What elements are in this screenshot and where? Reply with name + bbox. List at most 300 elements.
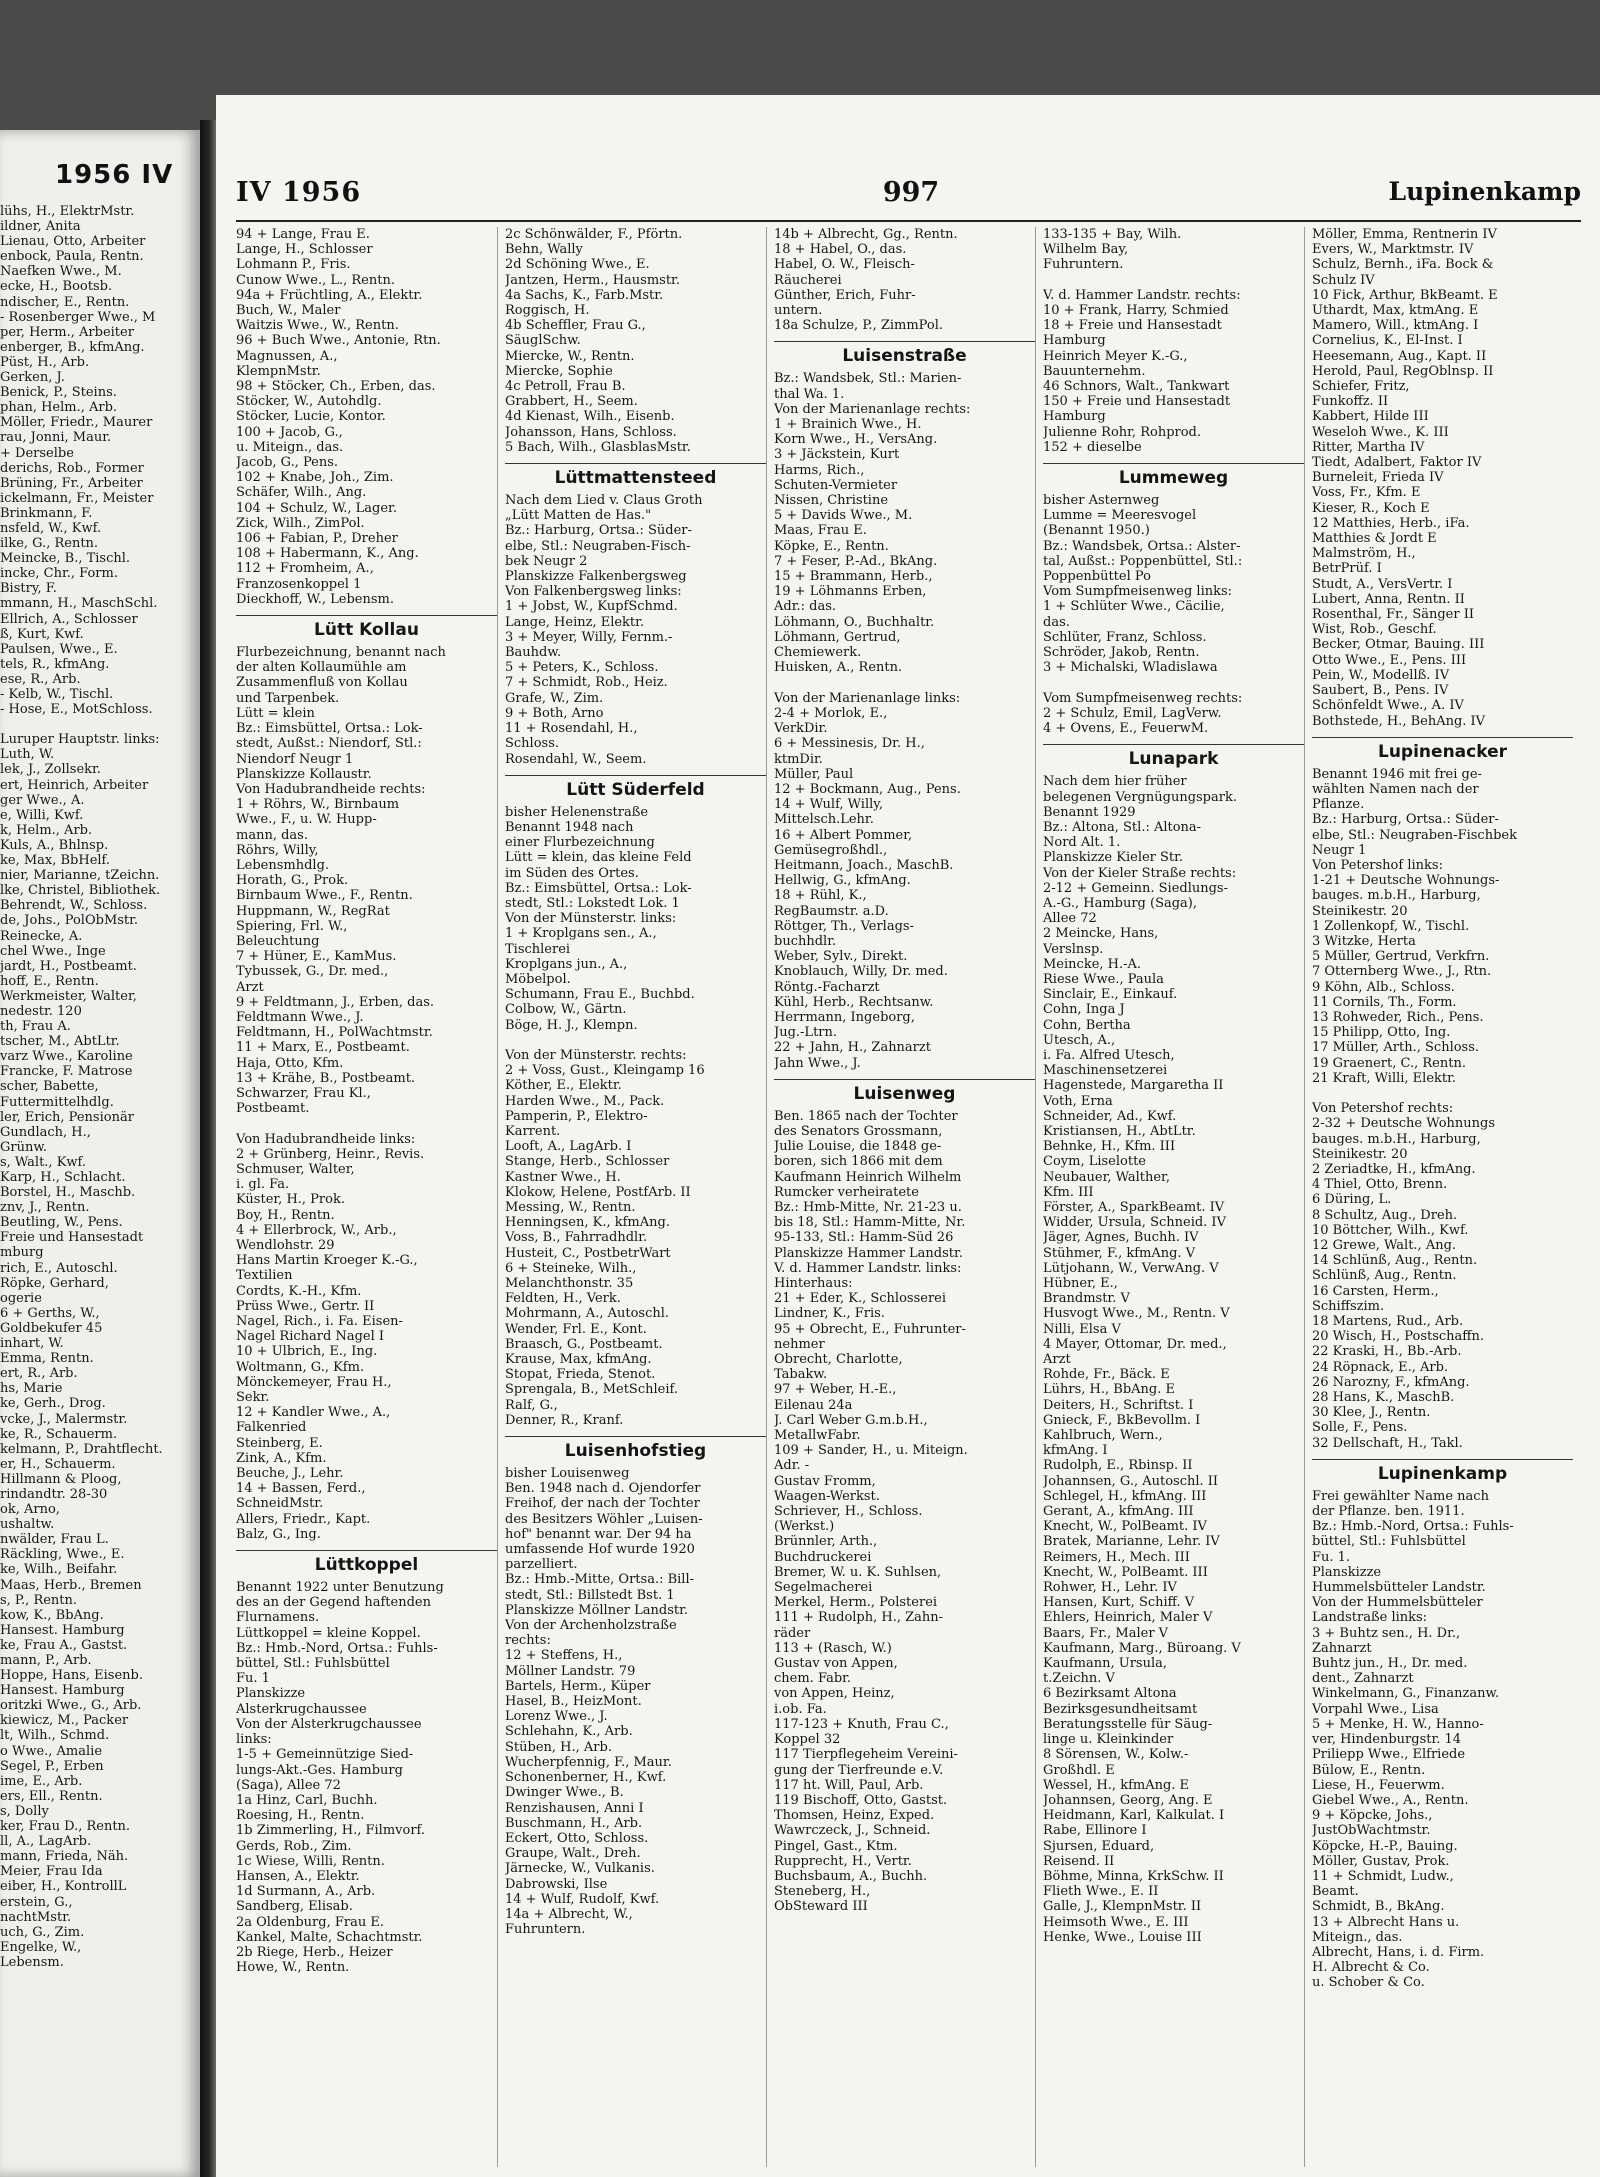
directory-entry: Benannt 1946 mit frei ge- <box>1312 766 1482 782</box>
directory-entry: Mönckemeyer, Frau H., <box>236 1374 392 1390</box>
directory-entry: A.-G., Hamburg (Saga), <box>1043 895 1198 911</box>
directory-entry: ver, Hindenburgstr. 14 <box>1312 1732 1462 1748</box>
directory-entry: Weber, Sylv., Direkt. <box>774 949 908 965</box>
directory-entry: Kahlbruch, Wern., <box>1043 1428 1163 1444</box>
directory-entry: Zick, Wilh., ZimPol. <box>236 515 365 531</box>
left-page-entry: phan, Helm., Arb. <box>0 400 118 416</box>
directory-entry: 152 + dieselbe <box>1043 439 1142 455</box>
left-page-entry: o Wwe., Amalie <box>0 1743 103 1759</box>
directory-entry: 11 Cornils, Th., Form. <box>1312 994 1457 1010</box>
directory-entry: Alsterkrugchaussee <box>236 1701 367 1717</box>
directory-entry: Benannt 1948 nach <box>505 819 634 835</box>
left-page-entry: ime, E., Arb. <box>0 1773 83 1789</box>
left-page-entry: Luruper Hauptstr. links: <box>0 732 160 748</box>
left-page-entry: ecke, H., Bootsb. <box>0 279 113 295</box>
directory-entry: Widder, Ursula, Schneid. IV <box>1043 1215 1226 1231</box>
directory-entry: Voth, Erna <box>1043 1093 1113 1109</box>
left-page-entry <box>0 717 190 732</box>
directory-entry: Adr.: das. <box>774 599 837 615</box>
directory-entry: Horath, G., Prok. <box>236 873 349 889</box>
directory-entry: Merkel, Herm., Polsterei <box>774 1595 938 1611</box>
directory-entry: Arzt <box>236 979 264 995</box>
right-page <box>216 95 1600 2177</box>
directory-entry: bisher Helenenstraße <box>505 804 649 820</box>
directory-entry: der alten Kollaumühle am <box>236 660 407 676</box>
directory-entry: Nach dem Lied v. Claus Groth <box>505 493 703 509</box>
directory-entry: Ritter, Martha IV <box>1312 439 1425 455</box>
left-page-entry: - Rosenberger Wwe., M <box>0 309 156 325</box>
directory-entry: Howe, W., Rentn. <box>236 1960 350 1976</box>
directory-entry: Hansen, Kurt, Schiff. V <box>1043 1595 1195 1611</box>
page-header <box>236 177 1581 217</box>
directory-entry: Tabakw. <box>774 1367 828 1383</box>
directory-entry: Möllner Landstr. 79 <box>505 1663 636 1679</box>
directory-entry: Habel, O. W., Fleisch- <box>774 257 915 273</box>
directory-entry: Rohwer, H., Lehr. IV <box>1043 1580 1177 1596</box>
directory-entry: Reimers, H., Mech. III <box>1043 1549 1190 1565</box>
directory-entry: Rosenthal, Fr., Sänger II <box>1312 607 1474 623</box>
directory-entry: 1 + Kroplgans sen., A., <box>505 926 657 942</box>
left-page-entry: inhart, W. <box>0 1336 64 1352</box>
left-page-entry: Emma, Rentn. <box>0 1351 94 1367</box>
directory-entry: 14 + Wulf, Rudolf, Kwf. <box>505 1891 660 1907</box>
left-page-entry: Gundlach, H., <box>0 1124 91 1140</box>
directory-entry: Bz.: Hmb.-Nord, Ortsa.: Fuhls- <box>1312 1519 1514 1535</box>
directory-entry: Gemüsegroßhdl., <box>774 842 888 858</box>
directory-entry: wählten Namen nach der <box>1312 781 1479 797</box>
directory-entry: SäuglSchw. <box>505 333 581 349</box>
left-page <box>0 130 200 2177</box>
directory-entry: 5 Bach, Wilh., GlasblasMstr. <box>505 439 691 455</box>
directory-entry: Von der Archenholzstraße <box>505 1618 677 1634</box>
directory-entry: Lubert, Anna, Rentn. II <box>1312 591 1465 607</box>
directory-entry: Harms, Rich., <box>774 462 865 478</box>
directory-entry: Von der Münsterstr. rechts: <box>505 1047 687 1063</box>
directory-entry: Stöcker, Lucie, Kontor. <box>236 409 386 425</box>
directory-entry: 12 Grewe, Walt., Ang. <box>1312 1238 1457 1253</box>
directory-entry: 10 Fick, Arthur, BkBeamt. E <box>1312 287 1498 303</box>
directory-entry: Jacob, G., Pens. <box>236 455 339 471</box>
directory-entry: 150 + Freie und Hansestadt <box>1043 394 1231 410</box>
directory-entry: Studt, A., VersVertr. I <box>1312 576 1453 592</box>
directory-entry: Wender, Frl. E., Kont. <box>505 1321 647 1337</box>
left-page-entry: Hillmann & Ploog, <box>0 1471 122 1487</box>
directory-entry <box>1043 273 1304 288</box>
left-page-entry: Ellrich, A., Schlosser <box>0 611 138 627</box>
directory-entry: Brünnler, Arth., <box>774 1534 878 1550</box>
directory-entry: 1 Zollenkopf, W., Tischl. <box>1312 918 1470 934</box>
directory-entry: 24 Röpnack, E., Arb. <box>1312 1359 1449 1375</box>
directory-entry: Gerant, A., kfmAng. III <box>1043 1504 1194 1520</box>
directory-entry: 3 + Michalski, Wladislawa <box>1043 660 1218 676</box>
directory-entry: Beuche, J., Lehr. <box>236 1466 344 1482</box>
directory-entry: Pingel, Gast., Ktm. <box>774 1838 898 1854</box>
directory-entry: Mamero, Will., ktmAng. I <box>1312 318 1479 334</box>
directory-entry: Wilhelm Bay, <box>1043 242 1129 258</box>
left-page-entry: ilke, G., Rentn. <box>0 536 99 552</box>
directory-entry: Kfm. III <box>1043 1184 1094 1200</box>
directory-entry: Ben. 1865 nach der Tochter <box>774 1108 958 1124</box>
directory-entry: 4a Sachs, K., Farb.Mstr. <box>505 287 664 303</box>
directory-entry: rechts: <box>505 1633 551 1649</box>
directory-entry: JustObWachtmstr. <box>1312 1823 1431 1839</box>
left-page-entry: nier, Marianne, tZeichn. <box>0 868 160 884</box>
directory-entry: Kankel, Malte, Schachtmstr. <box>236 1929 423 1945</box>
directory-entry: Tybussek, G., Dr. med., <box>236 964 389 980</box>
directory-entry: Von Petershof links: <box>1312 857 1443 873</box>
directory-entry: 5 + Davids Wwe., M. <box>774 508 913 524</box>
directory-entry: Hansen, A., Elektr. <box>236 1868 360 1884</box>
directory-entry: Mittelsch.Lehr. <box>774 812 874 828</box>
directory-entry: 94 + Lange, Frau E. <box>236 227 370 242</box>
left-page-entry: rau, Jonni, Maur. <box>0 430 112 446</box>
directory-entry: 1d Surmann, A., Arb. <box>236 1884 376 1900</box>
directory-entry: Möbelpol. <box>505 971 571 987</box>
directory-entry: t.Zeichn. V <box>1043 1671 1115 1687</box>
directory-entry: Lütt = klein, das kleine Feld <box>505 850 692 866</box>
column-2 <box>505 227 767 2167</box>
directory-entry: Kastner Wwe., H. <box>505 1169 621 1185</box>
directory-entry: Allee 72 <box>1043 911 1097 927</box>
directory-entry: Messing, W., Rentn. <box>505 1199 636 1215</box>
directory-entry: 28 Hans, K., MaschB. <box>1312 1390 1455 1406</box>
directory-entry: Nilli, Elsa V <box>1043 1321 1121 1337</box>
directory-entry: 4 Mayer, Ottomar, Dr. med., <box>1043 1336 1227 1352</box>
directory-entry: Löhmann, O., Buchhaltr. <box>774 614 935 630</box>
left-page-entry: eiber, H., KontrollL <box>0 1879 127 1895</box>
directory-entry: Bz.: Hmb.-Mitte, Ortsa.: Bill- <box>505 1572 695 1588</box>
directory-entry: Buchsbaum, A., Buchh. <box>774 1868 928 1884</box>
directory-entry: 7 + Feser, P.-Ad., BkAng. <box>774 553 938 569</box>
directory-entry: Galle, J., KlempnMstr. II <box>1043 1899 1202 1915</box>
directory-entry: stedt, Außst.: Niendorf, Stl.: <box>236 736 422 752</box>
left-page-entry: Hoppe, Hans, Eisenb. <box>0 1668 143 1684</box>
directory-entry: Liese, H., Feuerwm. <box>1312 1777 1445 1793</box>
directory-entry: 18 + Rühl, K., <box>774 888 867 904</box>
left-page-entry: Francke, F. Matrose <box>0 1064 133 1080</box>
directory-entry: KlempnMstr. <box>236 363 321 379</box>
left-page-entry: ogerie <box>0 1290 42 1306</box>
left-page-entry: lt, Wilh., Schmd. <box>0 1728 110 1744</box>
directory-entry: 15 Philipp, Otto, Ing. <box>1312 1025 1451 1041</box>
directory-entry: 9 + Both, Arno <box>505 705 604 721</box>
directory-entry: 2a Oldenburg, Frau E. <box>236 1914 384 1930</box>
directory-entry: Funkoffz. II <box>1312 394 1389 410</box>
left-page-entry: enbock, Paula, Rentn. <box>0 249 144 265</box>
column-1 <box>236 227 498 2167</box>
directory-entry: Colbow, W., Gärtn. <box>505 1002 627 1018</box>
directory-entry: Knoblauch, Willy, Dr. med. <box>774 964 948 980</box>
directory-entry: Miercke, W., Rentn. <box>505 348 635 364</box>
directory-entry: Giebel Wwe., A., Rentn. <box>1312 1792 1469 1808</box>
left-page-entry: nwälder, Frau L. <box>0 1532 109 1548</box>
directory-entry: Schuten-Vermieter <box>774 477 898 493</box>
directory-entry: Ehlers, Heinrich, Maler V <box>1043 1610 1213 1626</box>
directory-entry: 12 + Bockmann, Aug., Pens. <box>774 781 961 797</box>
directory-entry: hof" benannt war. Der 94 ha <box>505 1526 692 1542</box>
directory-entry: Köpke, E., Rentn. <box>774 538 889 554</box>
directory-entry: Planskizze <box>1312 1564 1382 1580</box>
directory-entry: 14 + Wulf, Willy, <box>774 797 884 813</box>
directory-entry: Zink, A., Kfm. <box>236 1450 327 1466</box>
directory-entry: Becker, Otmar, Bauing. III <box>1312 637 1485 653</box>
directory-entry: Feldtmann Wwe., J. <box>236 1009 364 1025</box>
directory-entry: Melanchthonstr. 35 <box>505 1276 634 1291</box>
directory-entry: 4 + Ellerbrock, W., Arb., <box>236 1222 397 1238</box>
column-5 <box>1312 227 1573 2167</box>
directory-entry: Schulz IV <box>1312 272 1375 288</box>
left-page-entry: scher, Babette, <box>0 1079 99 1095</box>
directory-entry: 2 Meincke, Hans, <box>1043 926 1159 942</box>
street-heading: Lütt Süderfeld <box>505 775 766 801</box>
directory-entry: Miercke, Sophie <box>505 363 613 379</box>
directory-entry: V. d. Hammer Landstr. links: <box>774 1260 962 1276</box>
running-head: Lupinenkamp <box>1388 177 1581 206</box>
directory-entry: Wessel, H., kfmAng. E <box>1043 1777 1190 1793</box>
directory-entry: Löhmann, Gertrud, <box>774 629 901 645</box>
left-page-entry: Luth, W. <box>0 747 55 763</box>
left-page-entry: 6 + Gerths, W., <box>0 1305 100 1321</box>
directory-entry <box>1043 675 1304 690</box>
directory-entry: Albrecht, Hans, i. d. Firm. <box>1312 1944 1485 1960</box>
directory-entry: Stange, Herb., Schlosser <box>505 1154 670 1170</box>
directory-entry: von Appen, Heinz, <box>774 1686 895 1702</box>
left-page-entry: nsfeld, W., Kwf. <box>0 520 102 536</box>
directory-entry: 10 Böttcher, Wilh., Kwf. <box>1312 1222 1469 1238</box>
left-page-entry: Futtermittelhdlg. <box>0 1094 114 1110</box>
directory-entry: linge u. Kleinkinder <box>1043 1732 1174 1748</box>
directory-entry: lungs-Akt.-Ges. Hamburg <box>236 1762 403 1778</box>
directory-entry: Wucherpfennig, F., Maur. <box>505 1754 672 1770</box>
directory-entry: 6 + Steineke, Wilh., <box>505 1260 637 1276</box>
directory-entry: Müller, Paul <box>774 766 854 782</box>
directory-entry: Schwarzer, Frau Kl., <box>236 1085 371 1101</box>
directory-entry: Henke, Wwe., Louise III <box>1043 1929 1202 1945</box>
directory-entry: kfmAng. I <box>1043 1443 1108 1459</box>
left-page-entry: ß, Kurt, Kwf. <box>0 626 84 642</box>
directory-entry: Von der Marienanlage links: <box>774 690 961 706</box>
directory-entry: Bz.: Eimsbüttel, Ortsa.: Lok- <box>236 721 423 737</box>
directory-entry: Beratungsstelle für Säug- <box>1043 1716 1213 1732</box>
directory-entry: boren, sich 1866 mit dem <box>774 1154 943 1170</box>
left-page-entry: varz Wwe., Karoline <box>0 1049 133 1065</box>
directory-entry: Schäfer, Wilh., Ang. <box>236 485 367 501</box>
directory-entry: Steneberg, H., <box>774 1884 871 1900</box>
directory-entry: Von Falkenbergsweg links: <box>505 584 682 600</box>
directory-entry: Heimsoth Wwe., E. III <box>1043 1914 1189 1930</box>
left-page-entry: Röpke, Gerhard, <box>0 1275 109 1291</box>
left-page-entry: hs, Marie <box>0 1381 63 1397</box>
left-page-entry: jardt, H., Postbeamt. <box>0 958 137 974</box>
directory-entry: 30 Klee, J., Rentn. <box>1312 1405 1431 1421</box>
left-page-entry: ickelmann, Fr., Meister <box>0 490 154 506</box>
left-page-entry: oritzki Wwe., G., Arb. <box>0 1698 142 1714</box>
directory-entry: 16 Carsten, Herm., <box>1312 1283 1439 1299</box>
directory-entry: Behn, Wally <box>505 242 583 258</box>
directory-entry: Von Hadubrandheide rechts: <box>236 781 426 797</box>
directory-entry: Jantzen, Herm., Hausmstr. <box>505 272 680 288</box>
left-page-entry: ker, Frau D., Rentn. <box>0 1819 131 1835</box>
directory-entry: chem. Fabr. <box>774 1671 852 1687</box>
directory-entry: Bz.: Harburg, Ortsa.: Süder- <box>505 523 692 539</box>
directory-entry: 14 + Bassen, Ferd., <box>236 1481 366 1497</box>
directory-entry: 3 Witzke, Herta <box>1312 933 1416 949</box>
directory-entry: u. Schober & Co. <box>1312 1975 1425 1991</box>
left-page-entry: s, Walt., Kwf. <box>0 1154 87 1170</box>
directory-entry: 9 + Feldtmann, J., Erben, das. <box>236 994 435 1010</box>
directory-entry: Hübner, E., <box>1043 1276 1118 1291</box>
directory-entry: 96 + Buch Wwe., Antonie, Rtn. <box>236 333 441 349</box>
directory-entry: Sjursen, Eduard, <box>1043 1838 1155 1854</box>
directory-entry: ObSteward III <box>774 1899 868 1915</box>
directory-entry: Klokow, Helene, PostfArb. II <box>505 1184 691 1200</box>
directory-entry: Jahn Wwe., J. <box>774 1055 861 1071</box>
directory-entry: Lütjohann, W., VerwAng. V <box>1043 1260 1219 1276</box>
directory-entry: 6 Bezirksamt Altona <box>1043 1686 1177 1702</box>
directory-entry: 12 + Steffens, H., <box>505 1648 623 1664</box>
directory-entry: Utesch, A., <box>1043 1032 1116 1048</box>
directory-entry: parzelliert. <box>505 1557 578 1573</box>
directory-entry: bisher Louisenweg <box>505 1466 630 1482</box>
directory-entry: Obrecht, Charlotte, <box>774 1352 903 1368</box>
directory-entry: tal, Außst.: Poppenbüttel, Stl.: <box>1043 553 1243 569</box>
directory-entry: Looft, A., LagArb. I <box>505 1139 632 1155</box>
directory-entry: 104 + Schulz, W., Lager. <box>236 500 397 516</box>
directory-entry: 1b Zimmerling, H., Filmvorf. <box>236 1823 426 1839</box>
directory-entry: Kristiansen, H., AbtLtr. <box>1043 1123 1196 1139</box>
directory-entry: Allers, Friedr., Kapt. <box>236 1511 371 1527</box>
directory-entry <box>774 675 1035 690</box>
directory-entry: bauges. m.b.H., Harburg, <box>1312 888 1481 904</box>
directory-entry: Bz.: Harburg, Ortsa.: Süder- <box>1312 812 1499 828</box>
directory-entry: Järnecke, W., Vulkanis. <box>505 1861 655 1877</box>
directory-entry: Evers, W., Marktmstr. IV <box>1312 242 1474 258</box>
left-page-entry: Hansest. Hamburg <box>0 1683 125 1699</box>
directory-entry: Schlegel, H., kfmAng. III <box>1043 1488 1207 1504</box>
directory-entry: 17 Müller, Arth., Schloss. <box>1312 1040 1480 1056</box>
directory-entry: Thomsen, Heinz, Exped. <box>774 1808 935 1824</box>
left-page-entry: kelmann, P., Drahtflecht. <box>0 1441 163 1457</box>
directory-entry: Cordts, K.-H., Kfm. <box>236 1283 362 1299</box>
directory-entry: Steinikestr. 20 <box>1312 1146 1408 1162</box>
directory-entry: 21 + Eder, K., Schlosserei <box>774 1291 947 1307</box>
directory-entry: Pflanze. <box>1312 797 1365 813</box>
directory-entry: 19 Graenert, C., Rentn. <box>1312 1055 1466 1071</box>
left-page-entry: e, Willi, Kwf. <box>0 807 84 823</box>
directory-entry: Brandmstr. V <box>1043 1291 1130 1307</box>
directory-entry: Wist, Rob., Geschf. <box>1312 622 1437 638</box>
directory-entry: Postbeamt. <box>236 1101 310 1117</box>
directory-entry: 7 Otternberg Wwe., J., Rtn. <box>1312 964 1492 980</box>
directory-entry: Lange, H., Schlosser <box>236 242 373 258</box>
directory-entry: Vorpahl Wwe., Lisa <box>1312 1701 1439 1717</box>
directory-entry: Deiters, H., Schriftst. I <box>1043 1397 1194 1413</box>
directory-entry: Wendlohstr. 29 <box>236 1238 335 1253</box>
directory-entry: Hagenstede, Margaretha II <box>1043 1078 1224 1094</box>
left-page-entry: ler, Erich, Pensionär <box>0 1109 134 1125</box>
directory-entry: 4 Thiel, Otto, Brenn. <box>1312 1177 1448 1193</box>
directory-entry: 11 + Schmidt, Ludw., <box>1312 1868 1454 1884</box>
left-page-entry: s, P., Rentn. <box>0 1592 78 1608</box>
directory-entry: 1 + Jobst, W., KupfSchmd. <box>505 599 678 615</box>
left-page-entry: kiewicz, M., Packer <box>0 1713 129 1729</box>
directory-entry: Bz.: Hmb.-Nord, Ortsa.: Fuhls- <box>236 1640 438 1656</box>
directory-entry: des Senators Grossmann, <box>774 1123 943 1139</box>
column-3 <box>774 227 1036 2167</box>
directory-entry: Sekr. <box>236 1390 270 1406</box>
directory-entry: Pein, W., Modellß. IV <box>1312 667 1450 683</box>
directory-entry: stedt, Stl.: Billstedt Bst. 1 <box>505 1587 675 1603</box>
directory-entry: Köpcke, H.-P., Bauing. <box>1312 1838 1458 1854</box>
directory-entry: Poppenbüttel Po <box>1043 569 1151 585</box>
directory-entry: 22 Kraski, H., Bb.-Arb. <box>1312 1344 1462 1360</box>
directory-entry: Lührs, H., BbAng. E <box>1043 1382 1175 1398</box>
directory-entry: Zahnarzt <box>1312 1640 1372 1656</box>
directory-entry: „Lütt Matten de Has." <box>505 508 652 524</box>
left-page-entry: ger Wwe., A. <box>0 792 85 808</box>
directory-entry: Bremer, W. u. K. Suhlsen, <box>774 1564 942 1580</box>
left-page-entry: Grünw. <box>0 1139 48 1155</box>
directory-entry: 97 + Weber, H.-E., <box>774 1382 897 1398</box>
directory-entry: bek Neugr 2 <box>505 553 588 569</box>
left-page-entry: - Kelb, W., Tischl. <box>0 687 114 702</box>
directory-entry: Flurnamens. <box>236 1610 320 1626</box>
directory-entry: Textilien <box>236 1268 293 1284</box>
directory-entry: Planskizze Kieler Str. <box>1043 850 1184 866</box>
directory-entry: 13 + Albrecht Hans u. <box>1312 1914 1460 1930</box>
directory-entry: Bz.: Wandsbek, Ortsa.: Alster- <box>1043 538 1241 554</box>
directory-entry: Großhdl. E <box>1043 1762 1115 1778</box>
left-page-entry: mmann, H., MaschSchl. <box>0 596 158 612</box>
directory-entry: 5 Müller, Gertrud, Verkfrn. <box>1312 949 1490 965</box>
directory-entry: 117-123 + Knuth, Frau C., <box>774 1716 949 1732</box>
directory-entry: elbe, Stl.: Neugraben-Fischbek <box>1312 827 1517 843</box>
left-page-entry: Brinkmann, F. <box>0 505 93 521</box>
directory-entry: Bratek, Marianne, Lehr. IV <box>1043 1534 1220 1550</box>
directory-entry: im Süden des Ortes. <box>505 865 639 881</box>
directory-entry: Hamburg <box>1043 409 1106 425</box>
left-page-entries <box>0 204 190 1970</box>
directory-entry: 119 Bischoff, Otto, Gastst. <box>774 1792 948 1808</box>
directory-entry: 2b Riege, Herb., Heizer <box>236 1944 393 1960</box>
directory-entry: Pamperin, P., Elektro- <box>505 1108 648 1124</box>
directory-entry: 46 Schnors, Walt., Tankwart <box>1043 379 1230 395</box>
directory-entry: links: <box>236 1732 272 1748</box>
directory-entry: 102 + Knabe, Joh., Zim. <box>236 470 394 486</box>
directory-entry: Tiedt, Adalbert, Faktor IV <box>1312 455 1482 471</box>
left-page-header: 1956 IV <box>55 160 174 190</box>
directory-entry: 109 + Sander, H., u. Miteign. <box>774 1443 968 1459</box>
directory-entry: des an der Gegend haftenden <box>236 1595 431 1611</box>
directory-entry: 18a Schulze, P., ZimmPol. <box>774 318 944 334</box>
left-page-entry: rich, E., Autoschl. <box>0 1260 118 1276</box>
left-page-entry: Lienau, Otto, Arbeiter <box>0 234 146 250</box>
directory-entry: 8 Sörensen, W., Kolw.- <box>1043 1747 1189 1763</box>
directory-entry: Planskizze Kollaustr. <box>236 766 372 782</box>
left-page-entry: hoff, E., Rentn. <box>0 973 99 989</box>
directory-entry: Rudolph, E., Rbinsp. II <box>1043 1458 1193 1474</box>
directory-entry: Coym, Liselotte <box>1043 1154 1146 1170</box>
directory-entry: Waagen-Werkst. <box>774 1488 880 1504</box>
directory-entry: Flurbezeichnung, benannt nach <box>236 645 446 661</box>
directory-entry: Korn Wwe., H., VersAng. <box>774 432 938 448</box>
directory-entry: Cunow Wwe., L., Rentn. <box>236 272 395 288</box>
directory-entry: (Saga), Allee 72 <box>236 1777 341 1793</box>
directory-entry: BetrPrüf. I <box>1312 561 1382 577</box>
left-page-entry: s, Dolly <box>0 1803 49 1819</box>
left-page-entry: Räckling, Wwe., E. <box>0 1547 125 1563</box>
directory-entry: Malmström, H., <box>1312 546 1416 562</box>
